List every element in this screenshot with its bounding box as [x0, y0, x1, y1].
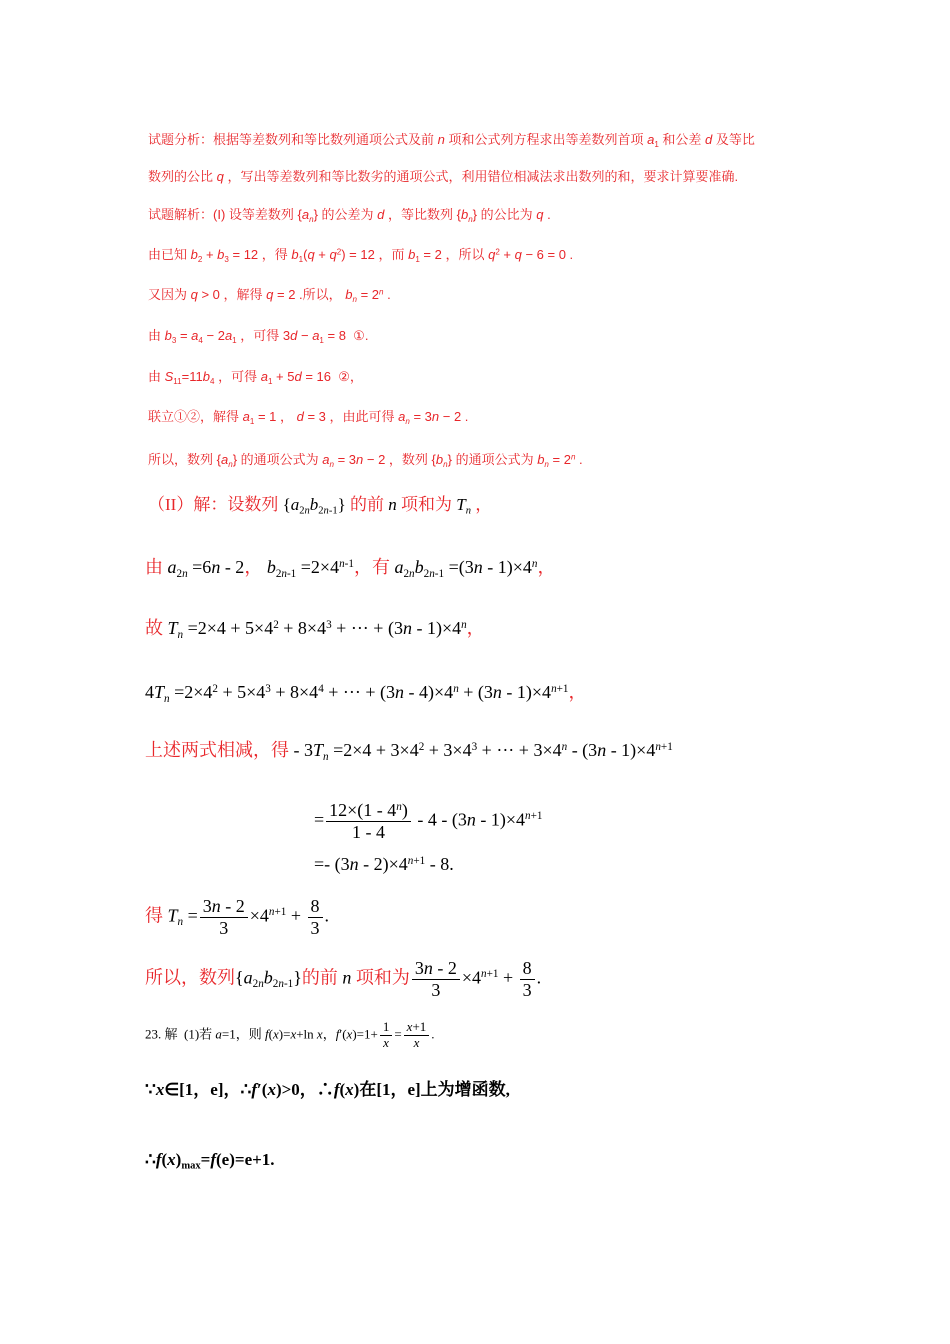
- part2-line-2: 由 $a_{2n} =6n - 2$， $b_{2n-1} =2\times 4^{n-1}$，有 $a_{2n}b_{2n-1} =(3n - 1)\times 4^n$，: [145, 557, 556, 580]
- part2-line-6: = $\frac{12\times(1 - 4^n)}{1 - 4}$ - $4 - (3n - 1)\times 4^{n+1}$: [314, 800, 543, 842]
- solution-line-7: 所以，数列 $\{a_n\}$ 的通项公式为 $a_n = 3n - 2$ ，数列 $\{b_n\}$ 的通项公式为 $b_n = 2^n$ .: [148, 452, 583, 469]
- problem-23-line-3: $\therefore f(x)_{max}=f(e)=e+1$.: [145, 1150, 275, 1172]
- problem-23-line-2: ∵x∈[1，e]，∴f′(x)>0，∴f(x)在[1，e]上为增函数,: [145, 1080, 510, 1099]
- analysis-line-2: 数列的公比 q ，写出等差数列和等比数劣的通项公式，利用错位相减法求出数列的和，要求计算要准确.: [148, 169, 739, 184]
- solution-line-3: 又因为 q > 0 ，解得 q = 2 .所以， $b_n = 2^n$ .: [148, 287, 391, 304]
- part2-line-8: 得 $T_n$ = $\frac{3n - 2}{3}$ $\times 4^{n+1}$ + $\frac{8}{3}$ .: [145, 896, 330, 938]
- part2-line-5: 上述两式相减，得 - $3T_n =2\times 4 + 3\times 4^2 + 3\times 4^3$ + ··· + $3\times 4^n - (3n - 1)\times 4^{n+1}$: [145, 740, 673, 763]
- part2-line-9: 所以，数列$\{a_{2n}b_{2n-1}\}$的前 n 项和为 $\frac{3n - 2}{3}$ $\times 4^{n+1}$ + $\frac{8}{3}$ .: [145, 958, 542, 1000]
- solution-line-5: 由 $S_{11}=11b_4$ ，可得 $a_1 + 5d = 16$ ②，: [148, 369, 363, 386]
- solution-line-6: 联立①②，解得 $a_1 = 1$ ， d = 3 ，由此可得 $a_n = 3n - 2$ .: [148, 409, 469, 426]
- part2-line-1: （II）解：设数列 $\{a_{2n}b_{2n-1}\}$ 的前 n 项和为 $T_n$ ，: [148, 495, 493, 517]
- part2-line-4: $4T_n =2\times 4^2 + 5\times 4^3 + 8\times 4^4$ + ··· + $(3n - 4)\times 4^n + (3n - 1)\times 4^{n+1}$，: [145, 682, 587, 705]
- part2-line-3: 故 $T_n =2\times 4 + 5\times 4^2 + 8\times 4^3$ + ··· + $(3n - 1)\times 4^n$，: [145, 618, 485, 641]
- part2-line-7: =- $(3n - 2)\times 4^{n+1} - 8$.: [314, 854, 454, 874]
- problem-23-line-1: 23. 解 (1)若 a=1，则 f(x)=x+ln x，f′(x)=1+ $\frac{1}{x}$ = $\frac{x+1}{x}$ .: [145, 1019, 435, 1050]
- solution-line-1: 试题解析：(I) 设等差数列 $\{a_n\}$ 的公差为 d ，等比数列 $\{b_n\}$ 的公比为 q .: [148, 207, 551, 224]
- analysis-line-1: 试题分析：根据等差数列和等比数列通项公式及前 n 项和公式列方程求出等差数列首项 $a_1$ 和公差 d 及等比: [148, 132, 755, 149]
- solution-line-2: 由已知 $b_2 + b_3 = 12$ ，得 $b_1(q + q^2) = 12$ ，而 $b_1 = 2$ ，所以 $q^2 + q - 6 = 0$ .: [148, 247, 574, 264]
- solution-line-4: 由 $b_3 = a_4 - 2a_1$ ，可得 $3d - a_1 = 8$ ①.: [148, 328, 369, 345]
